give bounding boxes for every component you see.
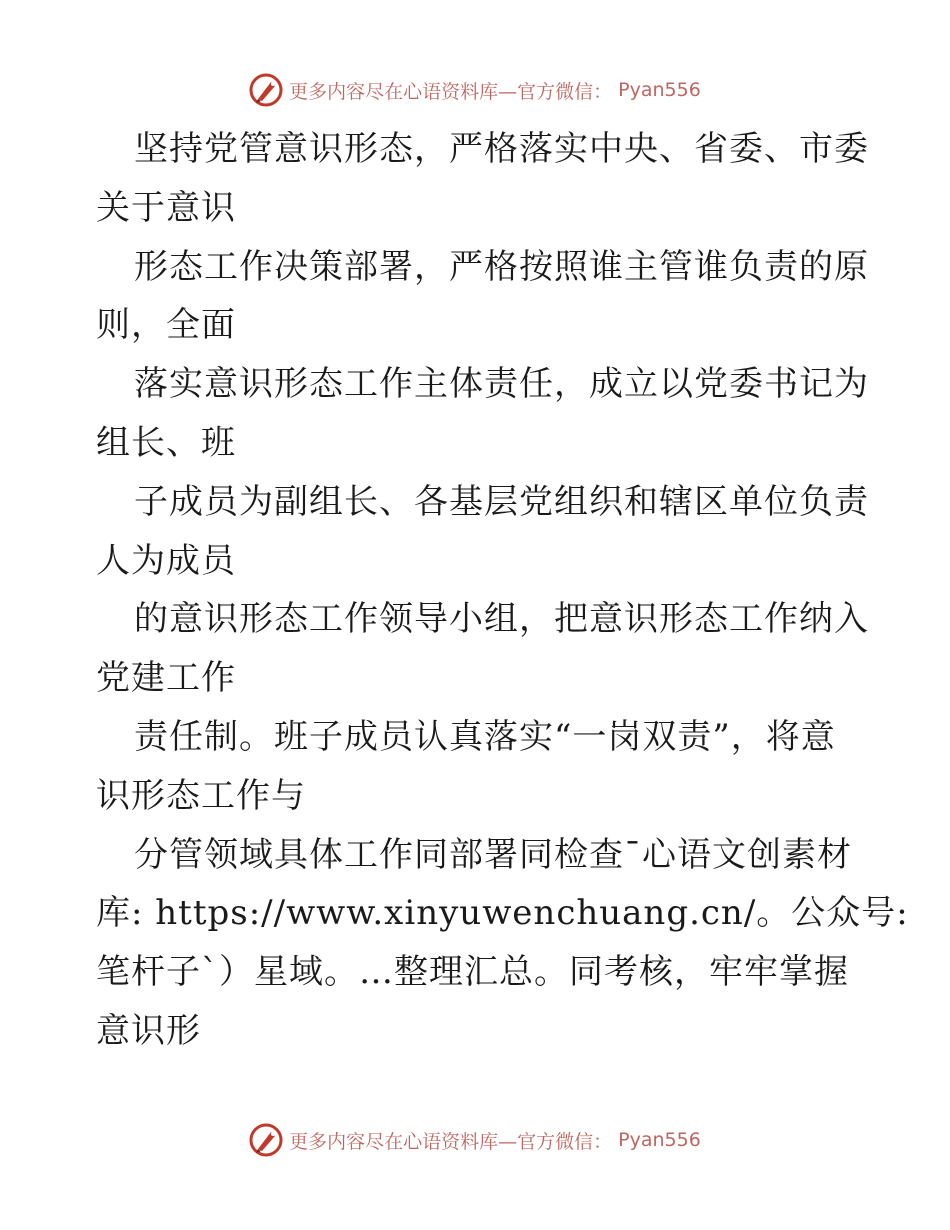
document-body: [96, 120, 909, 1061]
body-line: 形态工作决策部署，严格按照谁主管谁负责的原: [134, 246, 869, 287]
body-line: 关于意识: [96, 187, 236, 228]
body-line: 组长、班: [96, 422, 236, 463]
pen-logo-icon: [249, 1123, 283, 1157]
body-line: 则，全面: [96, 305, 236, 346]
footer-banner-text: 更多内容尽在心语资料库—官方微信：: [289, 1130, 613, 1153]
body-line: 的意识形态工作领导小组，把意识形态工作纳入: [134, 599, 869, 640]
pen-logo-icon: [249, 73, 283, 107]
body-line: 党建工作: [96, 658, 236, 699]
body-line: 落实意识形态工作主体责任，成立以党委书记为: [134, 364, 869, 405]
body-line: 分管领域具体工作同部署同检查¯心语文创素材: [134, 834, 852, 875]
body-line: 坚持党管意识形态，严格落实中央、省委、市委: [134, 129, 869, 169]
body-line: 库: https://www.xinyuwenchuang.cn/。公众号:: [96, 893, 909, 934]
footer-banner-wechat-id: Pyan556: [618, 1129, 701, 1151]
body-line: 意识形: [96, 1010, 201, 1051]
header-banner: [0, 70, 950, 110]
header-banner-wechat-id: Pyan556: [618, 79, 701, 101]
header-banner-text: 更多内容尽在心语资料库—官方微信：: [289, 80, 613, 103]
body-line: 识形态工作与: [96, 775, 306, 816]
body-line: 笔杆子`）星域。…整理汇总。同考核，牢牢掌握: [96, 952, 849, 993]
body-line: 子成员为副组长、各基层党组织和辖区单位负责: [134, 481, 869, 522]
body-line: 人为成员: [96, 540, 236, 581]
footer-banner: [0, 1120, 950, 1160]
body-line: 责任制。班子成员认真落实“一岗双责”，将意: [134, 716, 836, 757]
